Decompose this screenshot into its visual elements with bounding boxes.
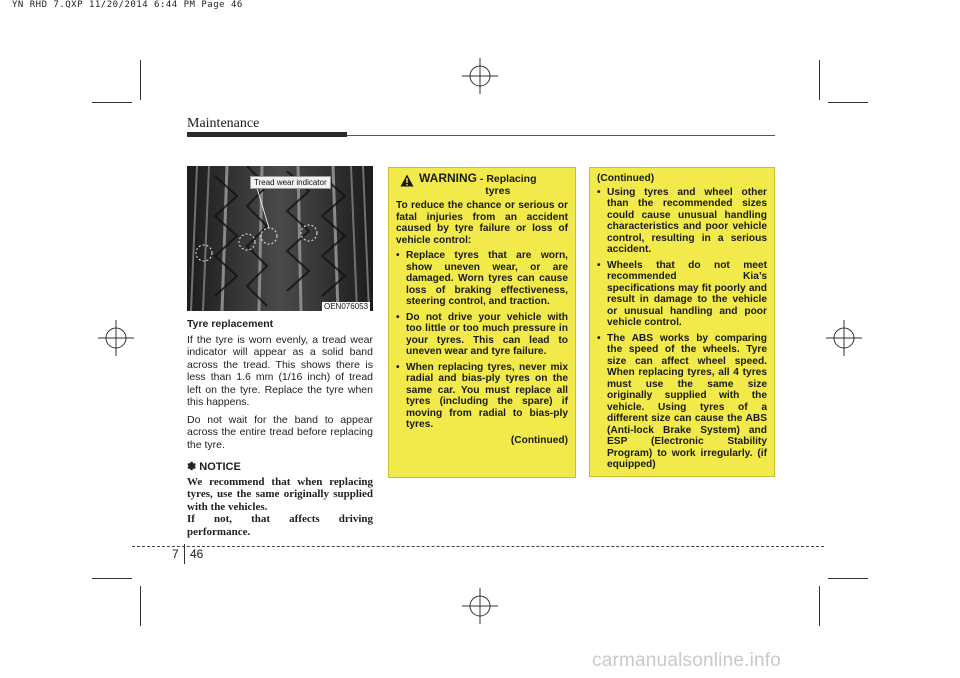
notice-heading: ✽ NOTICE: [187, 461, 241, 473]
page-number: 46: [190, 547, 204, 561]
page-number-separator: [184, 544, 185, 564]
tyre-replacement-para-1: If the tyre is worn evenly, a tread wear indicator will appear as a solid band across the tread. This shows there is less than 1.6 mm (1/16 inch) of tread left on the tyre. Replace the tyre when this happens.: [187, 333, 373, 408]
registration-mark-top: [462, 58, 498, 94]
warning-list: [396, 250, 568, 431]
trim-mark-tl-v: [140, 60, 141, 100]
registration-mark-right: [826, 320, 862, 356]
section-title-rule: [347, 135, 775, 136]
warning-triangle-icon: [400, 174, 414, 187]
warning-label: WARNING: [419, 171, 477, 185]
chapter-number: 7: [172, 547, 179, 561]
warning-item: • Wheels that do not meet recommended Kia’s specifications may fit poorly and result in damage to the vehicle or unusual handling and poor vehicle control.: [597, 260, 767, 329]
print-header: YN RHD 7.QXP 11/20/2014 6:44 PM Page 46: [12, 0, 243, 10]
watermark: carmanualsonline.info: [592, 650, 782, 671]
trim-mark-br-v: [819, 586, 820, 626]
continued-label: (Continued): [510, 434, 568, 446]
trim-mark-br-h: [828, 578, 868, 579]
continued-label: (Continued): [597, 173, 655, 184]
warning-box-continued: [589, 167, 775, 477]
trim-mark-bl-h: [92, 578, 132, 579]
warning-subtitle: - Replacing: [477, 173, 537, 185]
warning-intro: To reduce the chance or serious or fatal injuries from an accident caused by tyre failure or loss of vehicle control:: [396, 200, 568, 246]
tyre-replacement-section: [187, 318, 373, 538]
notice-line: If not, that affects driving performance.: [187, 513, 373, 538]
tread-wear-indicator-label: Tread wear indicator: [250, 176, 331, 189]
trim-mark-tr-h: [828, 102, 868, 103]
warning-title: [419, 173, 537, 197]
section-title: Maintenance: [187, 116, 260, 131]
warning-item: • When replacing tyres, never mix radial and bias-ply tyres on the same car. You must replace all tyres (including the spare) if moving from radial to bias-ply tyres.: [396, 362, 568, 431]
registration-mark-left: [98, 320, 134, 356]
section-title-bar: [187, 132, 347, 137]
figure-code: OEN076053: [324, 302, 369, 311]
tyre-replacement-heading: Tyre replacement: [187, 318, 274, 330]
trim-mark-tr-v: [819, 60, 820, 100]
notice-line: We recommend that when replacing tyres, use the same originally supplied with the vehicles.: [187, 475, 373, 513]
trim-mark-tl-h: [92, 102, 132, 103]
tyre-replacement-para-2: Do not wait for the band to appear across the entire tread before replacing the tyre.: [187, 413, 373, 451]
warning-list: [597, 187, 767, 471]
footer-dotted-rule: [132, 546, 824, 547]
warning-item: • Using tyres and wheel other than the recommended sizes could cause unusual handling characteristics and poor vehicle control, resulting in a serious accident.: [597, 187, 767, 256]
warning-box: [388, 167, 576, 478]
warning-item: • The ABS works by comparing the speed of the wheels. Tyre size can affect wheel speed. When replacing tyres, all 4 tyres must use the same size originally supplied with the vehicle. Using tyres of a different size can cause the ABS (Anti-lock Brake System) and ESP (Electronic Stability Program) to work irregularly. (if equipped): [597, 333, 767, 471]
warning-subtitle-2: tyres: [485, 184, 511, 197]
warning-header: [400, 173, 568, 197]
warning-item: • Do not drive your vehicle with too little or too much pressure in your tyres. This can lead to uneven wear and tyre failure.: [396, 312, 568, 358]
warning-item: • Replace tyres that are worn, show uneven wear, or are damaged. Worn tyres can cause loss of braking effectiveness, steering control, and traction.: [396, 250, 568, 308]
notice-body: [187, 476, 373, 539]
trim-mark-bl-v: [140, 586, 141, 626]
registration-mark-bottom: [462, 588, 498, 624]
